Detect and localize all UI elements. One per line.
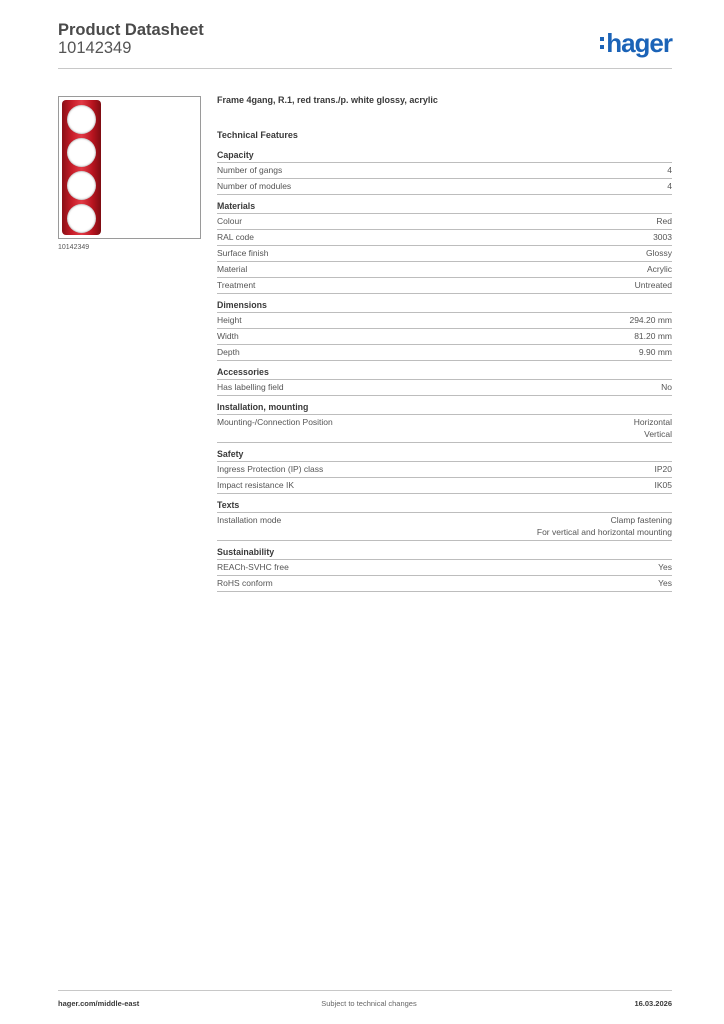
spec-value: 81.20 mm [634,331,672,341]
spec-label: REACh-SVHC free [217,562,289,572]
datasheet-content [217,95,672,597]
frame-4gang-red-icon [62,100,101,235]
spec-label: Ingress Protection (IP) class [217,464,324,474]
spec-value: Yes [658,578,672,588]
spec-label: Number of gangs [217,165,283,175]
product-title: Frame 4gang, R.1, red trans./p. white glossy, acrylic [217,95,438,105]
spec-value: Glossy [646,248,672,258]
spec-label: RAL code [217,232,255,242]
spec-value: IP20 [654,464,672,474]
product-number: 10142349 [58,39,132,57]
spec-value: 3003 [653,232,672,242]
section [217,546,672,592]
spec-label: Surface finish [217,248,269,258]
spec-value: Acrylic [646,264,672,274]
spec-label: Height [217,315,242,325]
spec-row [217,329,672,345]
section-title: Materials [217,200,672,214]
section-title: Safety [217,448,672,462]
section [217,149,672,195]
section [217,200,672,294]
footer-website: hager.com/middle-east [58,999,140,1008]
spec-row [217,179,672,195]
spec-value: 4 [667,181,672,191]
spec-row [217,214,672,230]
spec-row [217,345,672,361]
spec-value: Red [656,216,672,226]
section-title: Capacity [217,149,672,163]
spec-row [217,576,672,592]
logo-dots-icon [600,37,604,49]
spec-label: Number of modules [217,181,292,191]
footer-notice: Subject to technical changes [321,999,417,1008]
spec-value: Yes [658,562,672,572]
spec-row [217,313,672,329]
spec-value: 4 [667,165,672,175]
spec-row [217,246,672,262]
header-divider [58,68,672,69]
spec-label: Width [217,331,239,341]
product-image [58,96,201,239]
spec-label: RoHS conform [217,578,273,588]
spec-value: No [661,382,672,392]
section-title: Texts [217,499,672,513]
hager-logo [600,28,672,58]
spec-row [217,262,672,278]
section-title: Accessories [217,366,672,380]
spec-label: Impact resistance IK [217,480,295,490]
image-caption: 10142349 [58,244,90,251]
spec-value: 9.90 mm [638,347,672,357]
spec-label: Installation mode [217,515,282,525]
section-title: Dimensions [217,299,672,313]
spec-value: IK05 [654,480,672,490]
spec-label: Treatment [217,280,256,290]
spec-row [217,230,672,246]
technical-features-heading: Technical Features [217,130,298,140]
section [217,499,672,541]
spec-row [217,478,672,494]
section [217,366,672,396]
spec-label: Depth [217,347,240,357]
spec-value: Clamp fastening For vertical and horizontal mounting [536,515,672,537]
spec-value: Horizontal Vertical [633,417,672,439]
feature-sections [217,149,672,592]
spec-row [217,163,672,179]
spec-value: Untreated [634,280,672,290]
spec-label: Mounting-/Connection Position [217,417,333,427]
logo-text: hager [606,28,672,58]
section [217,299,672,361]
footer-divider [58,990,672,991]
spec-label: Material [217,264,248,274]
footer-date: 16.03.2026 [634,999,672,1008]
spec-row [217,462,672,478]
section-title: Installation, mounting [217,401,672,415]
section-title: Sustainability [217,546,672,560]
spec-label: Colour [217,216,243,226]
spec-row [217,415,672,443]
spec-value: 294.20 mm [629,315,672,325]
section [217,448,672,494]
page-title: Product Datasheet [58,21,204,39]
spec-label: Has labelling field [217,382,284,392]
spec-row [217,380,672,396]
spec-row [217,560,672,576]
section [217,401,672,443]
spec-row [217,513,672,541]
spec-row [217,278,672,294]
